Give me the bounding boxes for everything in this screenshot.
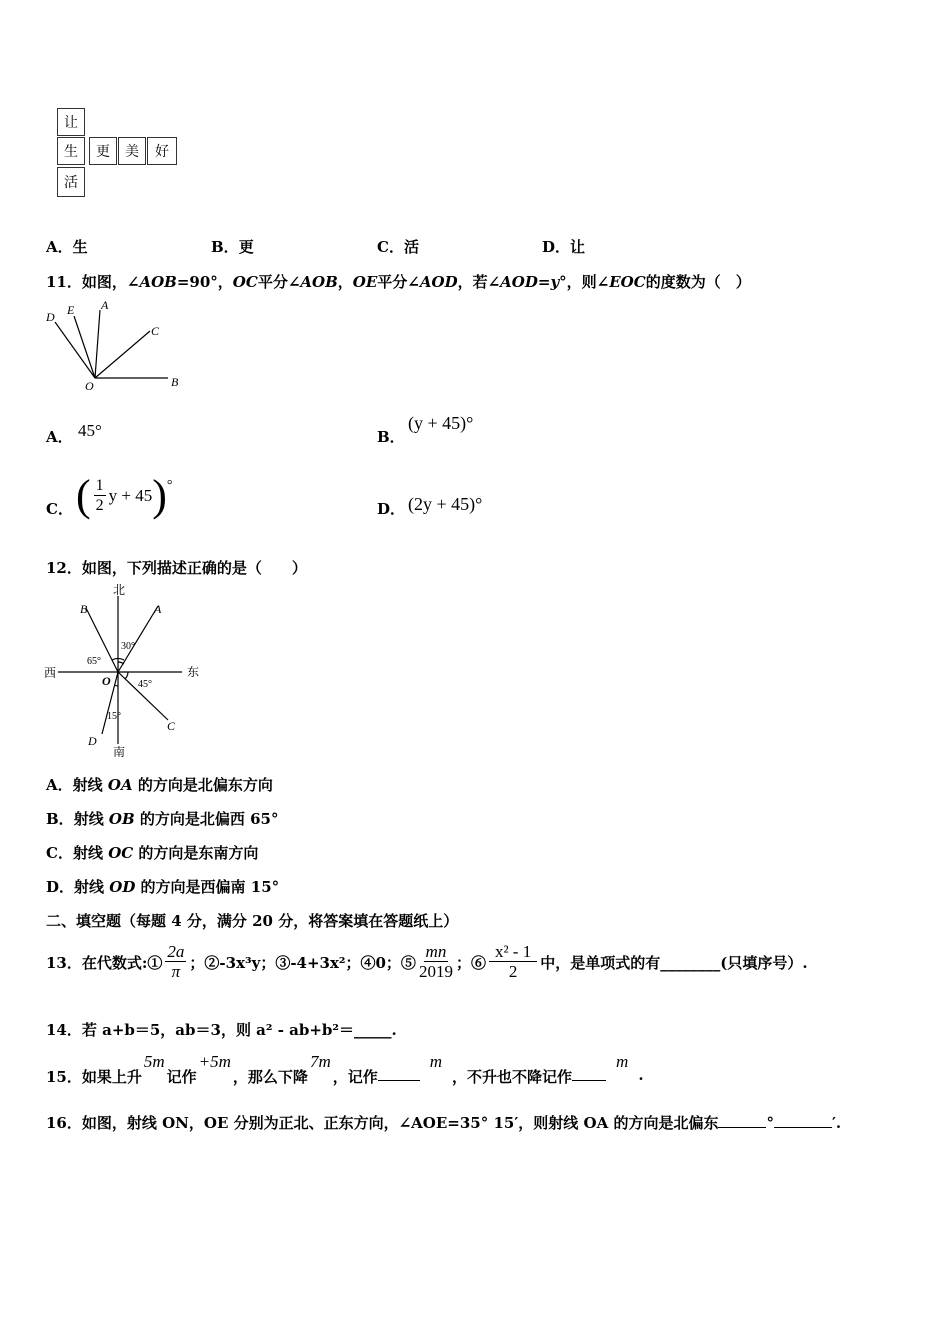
label-c: C [151,324,160,338]
net-cell: 让 [57,108,85,136]
section-heading: 二、填空题（每题 4 分，满分 20 分，将答案填在答题纸上） [46,912,459,930]
label-b: B [171,375,179,389]
q11-option-d-value: (2y + 45)° [408,494,483,514]
label-west: 西 [44,666,57,680]
q13-stem: 13．在代数式:① $\frac{2a}{\pi}$ ；②-3x³y；③-4+3x²；④0；⑤ $\frac{mn}{2019}$ ；⑥ $\frac{\text{x² - 1}}{2}$ 中，是单项式的有________(只填序号）. [46,941,808,981]
net-cell: 美 [118,137,146,165]
arc-30 [118,662,124,664]
q12-option-c[interactable]: C．射线 OC 的方向是东南方向 [46,844,259,862]
q11-option-a-value: 45° [78,421,102,440]
q15-blank-1[interactable] [378,1066,420,1081]
q16-stem: 16．如图，射线 ON，OE 分别为正北、正东方向，∠AOE=35° 15′，则射线 OA 的方向是北偏东 ° ′. [46,1114,842,1132]
label-north: 北 [113,583,126,597]
label-b: B [80,602,88,616]
q11-stem: 11．如图，∠AOB=90°，OC平分∠AOB，OE平分∠AOD，若∠AOD=y°，则∠EOC的度数为（ ） [46,273,751,291]
label-a: A [154,602,162,616]
q16-blank-minutes[interactable] [774,1113,832,1128]
angle-15: 15° [107,711,121,722]
q15-stem: 15．如果上升 5m 记作 +5m ，那么下降 7m ，记作 m ，不升也不降记作 m . [46,1052,644,1086]
q12-option-b[interactable]: B．射线 OB 的方向是北偏西 65° [46,810,279,828]
q11-option-b[interactable]: B． [377,428,405,446]
compass-figure [40,582,210,760]
label-d: D [46,310,55,324]
q11-option-a[interactable]: A． [46,428,73,446]
q11-option-d[interactable]: D． [377,500,406,518]
ray-oe [74,316,95,378]
ray-oc [95,331,150,378]
q15-blank-2[interactable] [572,1066,606,1081]
label-o: O [85,379,94,393]
ray-oa [118,606,158,672]
label-e: E [67,303,75,317]
q12-option-d[interactable]: D．射线 OD 的方向是西偏南 15° [46,878,280,896]
q11-option-c-value: ( $\frac{1}{2}$ y + 45 ) ° [76,471,173,520]
q11-option-c[interactable]: C． [46,500,73,518]
label-a: A [101,298,109,312]
angle-45: 45° [138,679,152,690]
q10-option-a[interactable]: A．生 [46,238,88,256]
q12-option-a[interactable]: A．射线 OA 的方向是北偏东方向 [46,776,273,794]
q11-option-b-value: (y + 45)° [408,413,474,433]
q10-option-d[interactable]: D．让 [542,238,586,256]
q12-stem: 12．如图，下列描述正确的是（ ） [46,559,307,577]
label-d: D [88,734,97,748]
q14-stem: 14．若 a+b＝5，ab＝3，则 a² - ab+b²＝_____. [46,1021,397,1039]
angle-figure [40,298,190,393]
q16-blank-degrees[interactable] [718,1113,766,1128]
label-east: 东 [187,665,200,679]
label-o: O [102,674,111,688]
net-cell: 生 [57,137,85,165]
angle-30: 30° [121,641,135,652]
label-south: 南 [113,745,126,759]
net-cell: 更 [89,137,117,165]
net-cell: 活 [57,167,85,197]
net-cell: 好 [147,137,177,165]
ray-od [55,322,95,378]
q10-option-b[interactable]: B．更 [211,238,254,256]
label-c: C [167,719,176,733]
q10-option-c[interactable]: C．活 [377,238,419,256]
angle-65: 65° [87,656,101,667]
ray-oa [95,310,100,378]
arc-45 [125,672,128,679]
